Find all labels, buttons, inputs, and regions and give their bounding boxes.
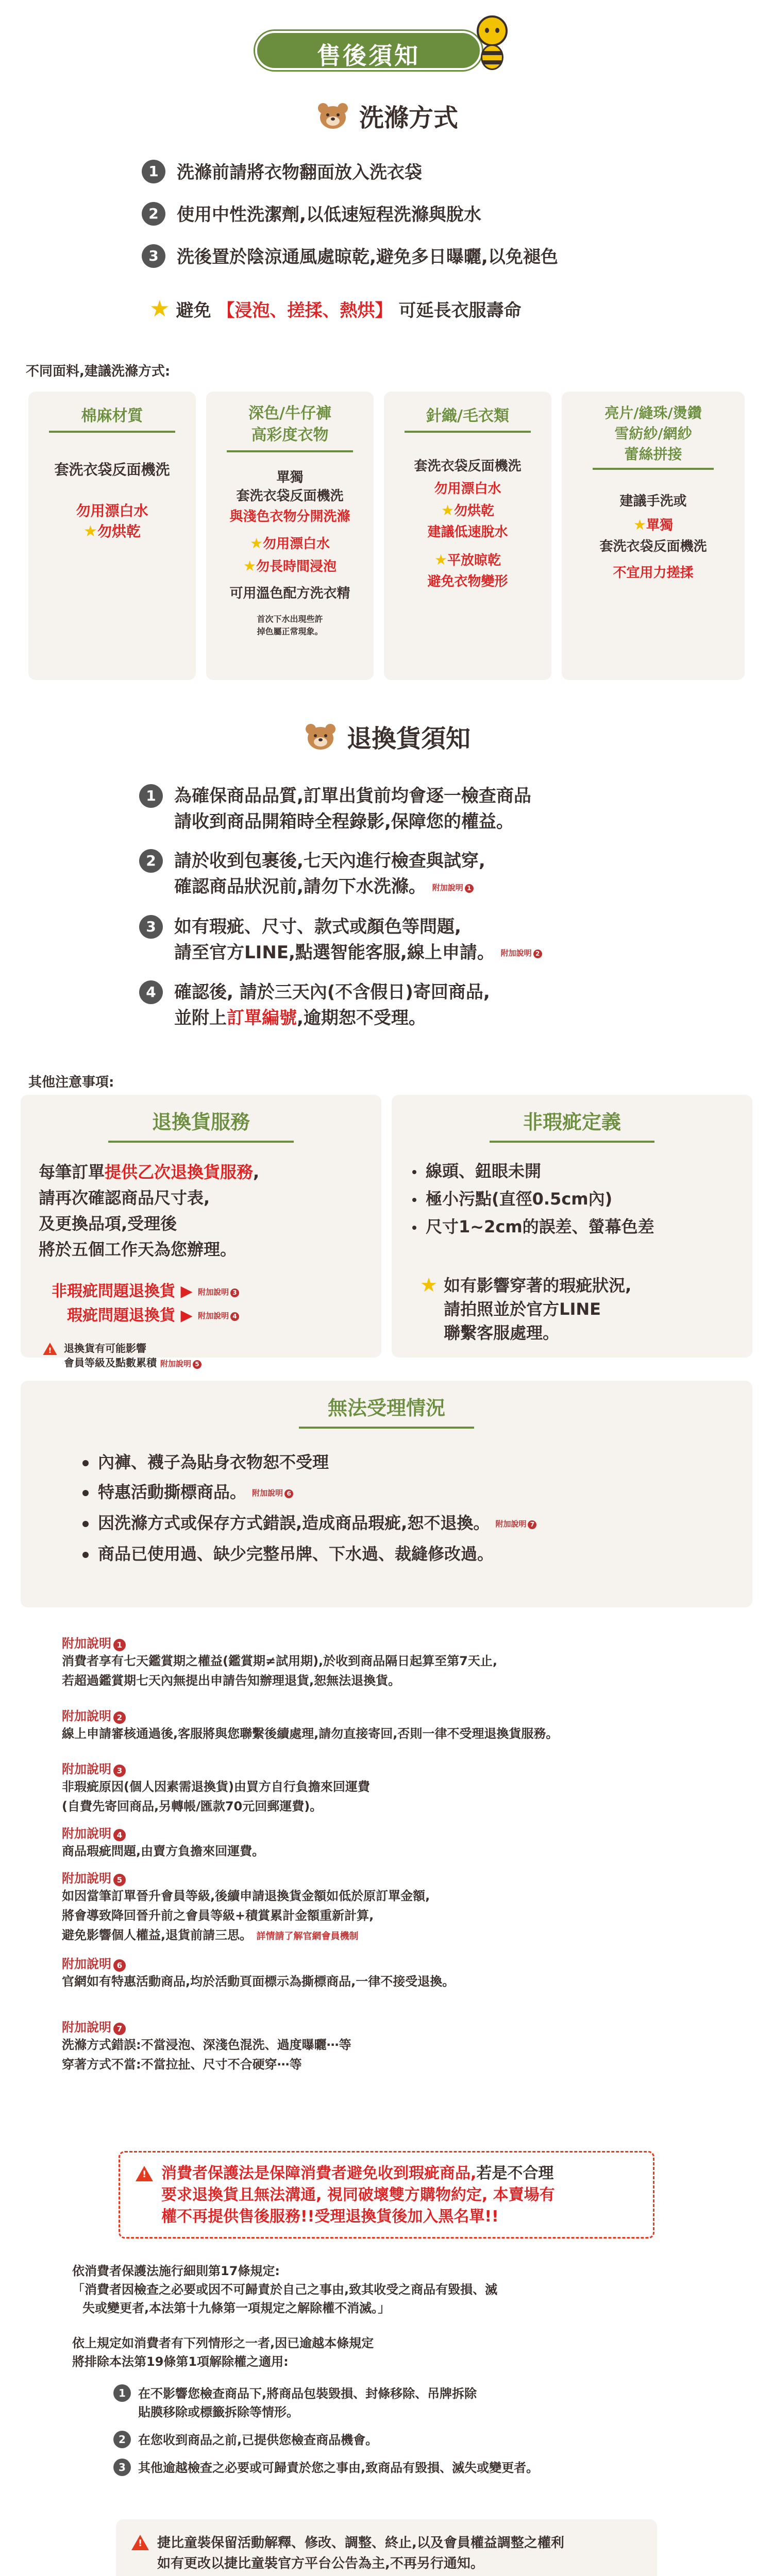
note-6: 附加說明 6 官網如有特惠活動商品,均於活動頁面標示為撕標商品,一律不接受退換。 [62, 1957, 455, 1989]
wash-step: 2 使用中性洗潔劑,以低速短程洗滌與脫水 [142, 202, 683, 228]
non-defect-card: 非瑕疵定義 線頭、鈕眼未開 極小污點(直徑0.5cm內) 尺寸1~2cm的誤差、螢幕色差 ★ 如有影響穿著的瑕疵狀況, 請拍照並於官方LINE 聯繫客服處理。 [392, 1095, 752, 1358]
bear-icon [315, 100, 351, 132]
note-link-1[interactable]: 附加說明 1 [432, 875, 474, 901]
note-3: 附加說明 3 非瑕疵原因(個人因素需退換貨)由買方自行負擔來回運費 (自費先寄回商品,另轉帳/匯款70元回郵運費)。 [62, 1762, 370, 1814]
page-title: 售後須知 [317, 42, 420, 70]
returns-steps [139, 783, 716, 1031]
event-rights-box: ! 捷比童裝保留活動解釋、修改、調整、終止,以及會員權益調整之權利 如有更改以捷比童裝官方平台公告為主,不再另行通知。 [116, 2519, 657, 2576]
other-notes-label: 其他注意事項: [28, 1075, 114, 1090]
star-icon: ★ [434, 551, 448, 568]
note-link-6[interactable]: 附加說明 6 [252, 1478, 293, 1508]
note-7: 附加說明 7 洗滌方式錯誤:不當浸泡、深淺色混洗、過度曝曬⋯等 穿著方式不當:不當拉扯、尺寸不合硬穿⋯等 [62, 2020, 351, 2072]
note-4: 附加說明 4 商品瑕疵問題,由賣方負擔來回運費。 [62, 1826, 265, 1858]
warning-icon [131, 2535, 149, 2550]
reject-head: 無法受理情況 [299, 1392, 474, 1429]
bear-icon [303, 721, 339, 753]
fabric-card-head: 深色/牛仔褲 高彩度衣物 [227, 403, 353, 452]
fabric-card-head: 針織/毛衣類 [405, 403, 531, 433]
return-service-card: 退換貨服務 每筆訂單提供乙次退換貨服務, 請再次確認商品尺寸表, 及更換品項,受理後 將於五個工作天為您辦理。 非瑕疵問題退換貨 ▶ 附加說明 3 瑕疵問題退換貨 ▶ 附加說明 4 ! 退換貨有可能影響 會員等級及點數累積 附加說明 5 [21, 1095, 381, 1358]
return-service-head: 退換貨服務 [108, 1106, 294, 1143]
note-5: 附加說明 5 如因當筆訂單晉升會員等級,後續申請退換貨金額如低於原訂單金額, 將會導致降回晉升前之會員等級+積賞累計金額重新計算, 避免影響個人權益,退貨前請三思。 詳情請了解官網會員機制 [62, 1871, 430, 1942]
notes-block [62, 1633, 732, 2074]
returns-step: 4 確認後, 請於三天內(不含假日)寄回商品, 並附上訂單編號,逾期恕不受理。 [139, 979, 716, 1031]
bee-icon [466, 10, 518, 72]
note-1: 附加說明 1 消費者享有七天鑑賞期之權益(鑑賞期≠試用期),於收到商品隔日起算至第7天止, 若超過鑑賞期七天內無提出申請告知辦理退貨,恕無法退換貨。 [62, 1636, 497, 1688]
wash-step: 3 洗後置於陰涼通風處晾乾,避免多日曝曬,以免褪色 [142, 244, 683, 270]
consumer-law-box: ! 消費者保護法是保障消費者避免收到瑕疵商品,若是不合理 要求退換貨且無法溝通, 視同破壞雙方購物約定, 本賣場有 權不再提供售後服務!!受理退換貨後加入黑名單!! [119, 2151, 654, 2239]
star-icon: ★ [441, 502, 455, 519]
returns-section-title: 退換貨須知 [0, 719, 773, 754]
non-defect-return-link[interactable]: 非瑕疵問題退換貨 ▶ 附加說明 3 [52, 1280, 381, 1304]
fabric-card-dark: 深色/牛仔褲 高彩度衣物 單獨 套洗衣袋反面機洗 與淺色衣物分開洗滌 ★勿用漂白水 ★勿長時間浸泡 可用溫色配方洗衣精 首次下水出現些許 掉色屬正常現象。 [206, 392, 374, 680]
defect-return-link[interactable]: 瑕疵問題退換貨 ▶ 附加說明 4 [67, 1304, 381, 1328]
non-defect-head: 非瑕疵定義 [490, 1106, 654, 1143]
wash-step: 1 洗滌前請將衣物翻面放入洗衣袋 [142, 160, 683, 185]
returns-step: 2 請於收到包裹後,七天內進行檢查與試穿, 確認商品狀況前,請勿下水洗滌。 附加說明 1 [139, 848, 716, 901]
fabric-subtitle: 不同面料,建議洗滌方式: [26, 364, 171, 379]
star-icon: ★ [243, 557, 257, 574]
member-info-link[interactable]: 詳情請了解官網會員機制 [256, 1931, 359, 1942]
note-link-2[interactable]: 附加說明 2 [501, 940, 542, 966]
star-icon: ★ [420, 1274, 438, 1296]
fabric-card-cotton: 棉麻材質 套洗衣袋反面機洗 勿用漂白水 ★勿烘乾 [28, 392, 196, 680]
fabric-card-head: 棉麻材質 [49, 403, 175, 433]
fabric-card-head: 亮片/縫珠/燙鑽 雪紡紗/網紗 蕾絲拼接 [593, 403, 714, 470]
warning-icon [136, 2166, 153, 2181]
law-text: 依消費者保護法施行細則第17條規定: 「消費者因檢查之必要或因不可歸責於自己之事由,致其收受之商品有毀損、滅 失或變更者,本法第十九條第一項規定之解除權不消滅。」 依上規定如消費者有下列情形之一者,因已逾越本條規定 將排除本法第19條第1項解除權之適用: 1 在不影響您檢查商品下,將商品包裝毀損、封條移除、吊牌拆除 貼膜移除或標籤拆除等情形。 2 在您收到商品之前,已提供您檢查商品機會。 3 其他逾越檢查之必要或可歸責於您之事由,致商品有毀損、滅失或變更者。 [72, 2264, 539, 2475]
star-icon: ★ [149, 295, 170, 322]
reject-card: 無法受理情況 內褲、襪子為貼身衣物恕不受理 特惠活動撕標商品。 附加說明 6 因洗滌方式或保存方式錯誤,造成商品瑕疵,恕不退換。 附加說明 7 商品已使用過、缺少完整吊牌、下水過、裁縫修改過。 [21, 1381, 752, 1607]
fabric-card-sequin: 亮片/縫珠/燙鑽 雪紡紗/網紗 蕾絲拼接 建議手洗或 ★單獨 套洗衣袋反面機洗 不宜用力搓揉 [562, 392, 745, 680]
fabric-card-knit: 針織/毛衣類 套洗衣袋反面機洗 勿用漂白水 ★勿烘乾 建議低速脫水 ★平放晾乾 避免衣物變形 [384, 392, 551, 680]
wash-avoid-line: ★ 避免 【浸泡、搓揉、熱烘】 可延長衣服壽命 [149, 295, 522, 322]
note-link-5[interactable]: 附加說明 5 [160, 1357, 201, 1371]
header-banner [255, 10, 518, 72]
warning-icon [43, 1343, 57, 1355]
returns-step: 3 如有瑕疵、尺寸、款式或顏色等問題, 請至官方LINE,點選智能客服,線上申請。 附加說明 2 [139, 914, 716, 967]
note-link-7[interactable]: 附加說明 7 [495, 1509, 536, 1539]
note-2: 附加說明 2 線上申請審核通過後,客服將與您聯繫後續處理,請勿直接寄回,否則一律不受理退換貨服務。 [62, 1709, 559, 1741]
star-icon: ★ [249, 535, 263, 552]
star-icon: ★ [633, 516, 647, 533]
returns-step: 1 為確保商品品質,訂單出貨前均會逐一檢查商品 請收到商品開箱時全程錄影,保障您的權益。 [139, 783, 716, 835]
wash-section-title: 洗滌方式 [0, 98, 773, 133]
star-icon: ★ [83, 522, 97, 540]
wash-steps [142, 160, 683, 270]
